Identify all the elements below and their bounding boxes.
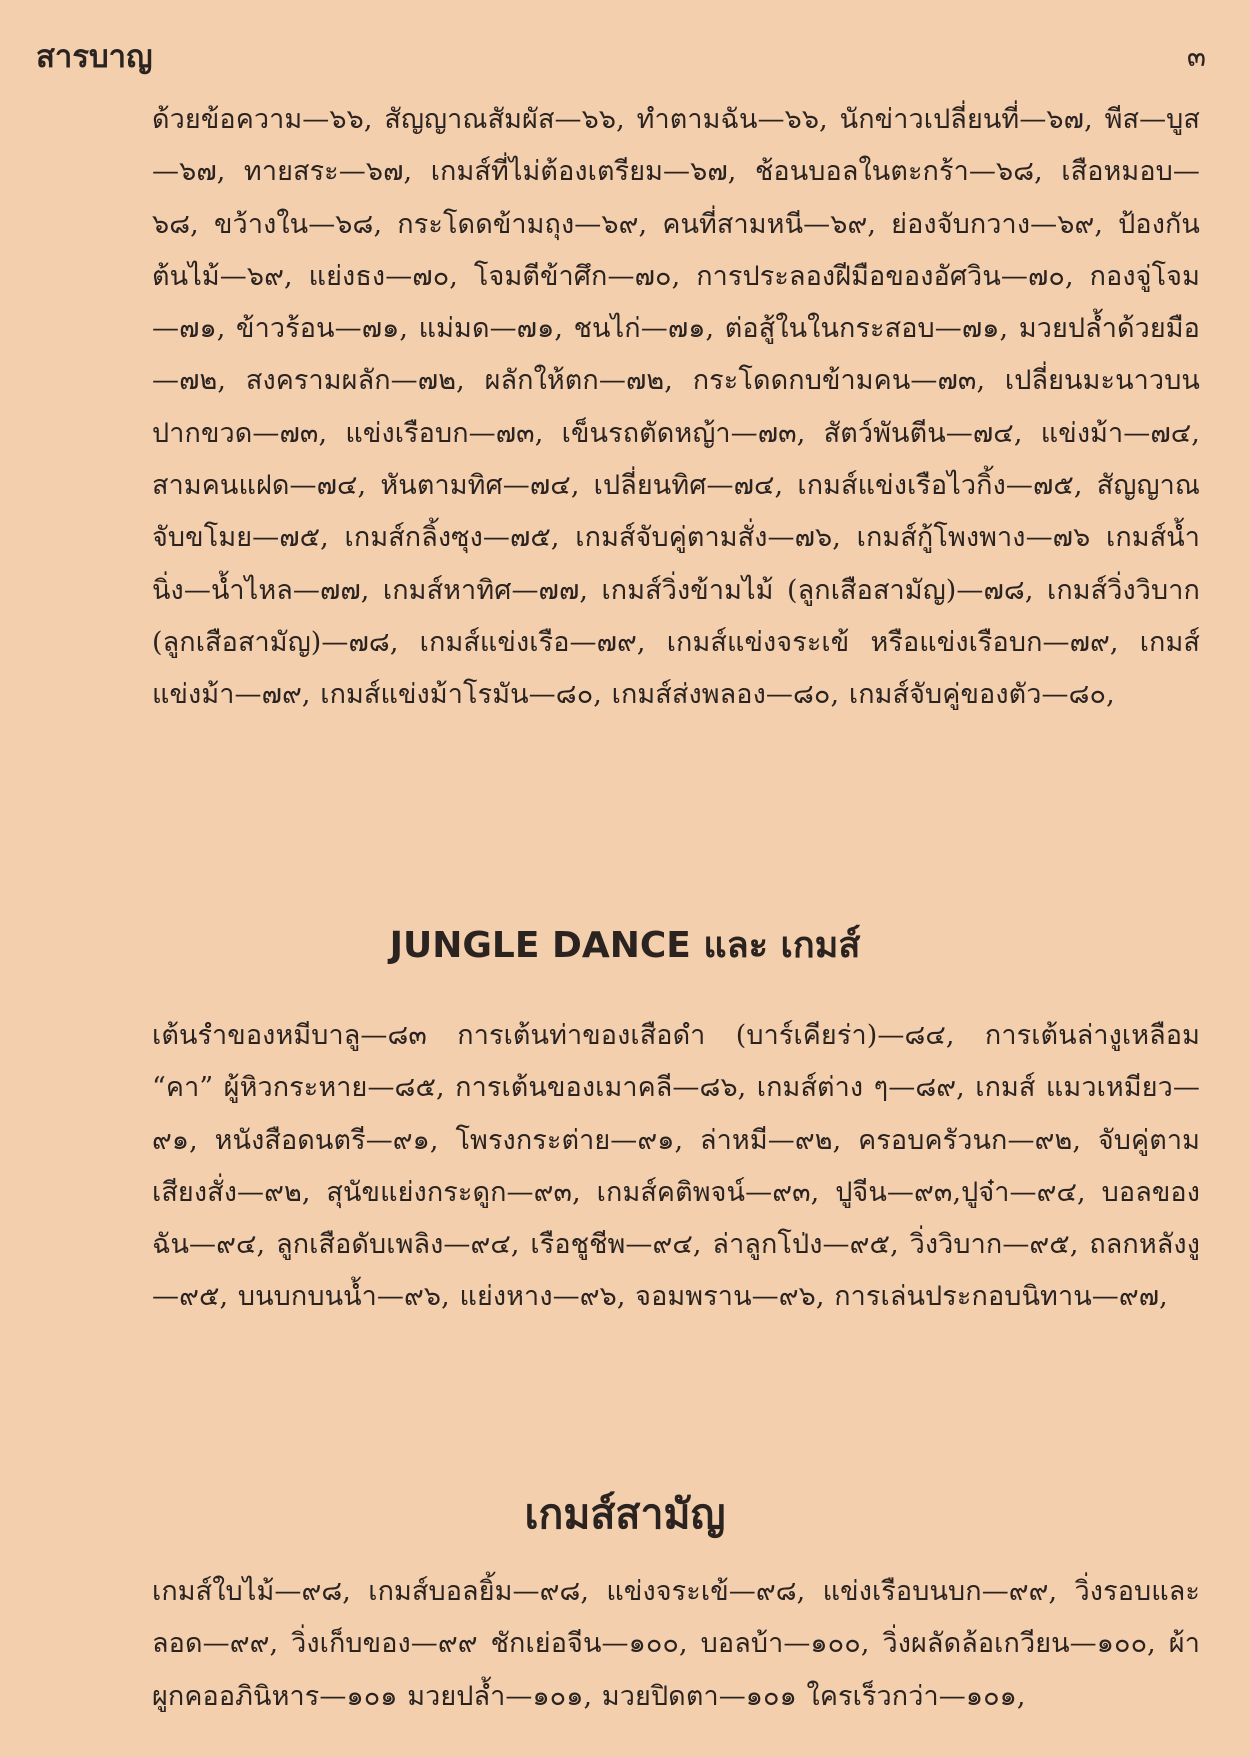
section-heading-jungle-dance: JUNGLE DANCE และ เกมส์ (389, 925, 861, 966)
contents-paragraph-1: ด้วยข้อความ—๖๖, สัญญาณสัมผัส—๖๖, ทำตามฉัน—๖๖, นักข่าวเปลี่ยนที่—๖๗, พีส—บูส—๖๗, ทายสระ—๖๗, เกมส์ที่ไม่ต้องเตรียม—๖๗, ช้อนบอลในตะกร้า—๖๘, เสือหมอบ—๖๘, ขว้างใน—๖๘, กระโดดข้ามถุง—๖๙, คนที่สามหนี—๖๙, ย่องจับกวาง—๖๙, ป้องกันต้นไม้—๖๙, แย่งธง—๗๐, โจมตีข้าศึก—๗๐, การประลองฝีมือของอัศวิน—๗๐, กองจู่โจม—๗๑, ข้าวร้อน—๗๑, แม่มด—๗๑, ชนไก่—๗๑, ต่อสู้ในในกระสอบ—๗๑, มวยปล้ำด้วยมือ—๗๒, สงครามผลัก—๗๒, ผลักให้ตก—๗๒, กระโดดกบข้ามคน—๗๓, เปลี่ยนมะนาวบนปากขวด—๗๓, แข่งเรือบก—๗๓, เข็นรถตัดหญ้า—๗๓, สัตว์พันตีน—๗๔, แข่งม้า—๗๔, สามคนแฝด—๗๔, หันตามทิศ—๗๔, เปลี่ยนทิศ—๗๔, เกมส์แข่งเรือไวกิ้ง—๗๕, สัญญาณจับขโมย—๗๕, เกมส์กลิ้งซุง—๗๕, เกมส์จับคู่ตามสั่ง—๗๖, เกมส์กู้โพงพาง—๗๖ เกมส์น้ำนิ่ง—น้ำไหล—๗๗, เกมส์หาทิศ—๗๗, เกมส์วิ่งข้ามไม้ (ลูกเสือสามัญ)—๗๘, เกมส์วิ่งวิบาก (ลูกเสือสามัญ)—๗๘, เกมส์แข่งเรือ—๗๙, เกมส์แข่งจระเข้ หรือแข่งเรือบก—๗๙, เกมส์แข่งม้า—๗๙, เกมส์แข่งม้าโรมัน—๘๐, เกมส์ส่งพลอง—๘๐, เกมส์จับคู่ของตัว—๘๐, (152, 104, 1200, 711)
page-number: ๓ (1186, 40, 1206, 73)
section-heading-general-games: เกมส์สามัญ (524, 1490, 726, 1538)
contents-paragraph-2: เต้นรำของหมีบาลู—๘๓ การเต้นท่าของเสือดำ (บาร์เคียร่า)—๘๔, การเต้นล่างูเหลือม “คา” ผู้หิวกระหาย—๘๕, การเต้นของเมาคลี—๘๖, เกมส์ต่าง ๆ—๘๙, เกมส์ แมวเหมียว—๙๑, หนังสือดนตรี—๙๑, โพรงกระต่าย—๙๑, ล่าหมี—๙๒, ครอบครัวนก—๙๒, จับคู่ตามเสียงสั่ง—๙๒, สุนัขแย่งกระดูก—๙๓, เกมส์คติพจน์—๙๓, ปูจีน—๙๓,ปูจ๋า—๙๔, บอลของฉัน—๙๔, ลูกเสือดับเพลิง—๙๔, เรือชูชีพ—๙๔, ล่าลูกโป่ง—๙๕, วิ่งวิบาก—๙๕, ถลกหลังงู—๙๕, บนบกบนน้ำ—๙๖, แย่งหาง—๙๖, จอมพราน—๙๖, การเล่นประกอบนิทาน—๙๗, (152, 1020, 1200, 1313)
header-title: สารบาญ (36, 39, 153, 75)
contents-paragraph-3: เกมส์ใบไม้—๙๘, เกมส์บอลยิ้ม—๙๘, แข่งจระเข้—๙๘, แข่งเรือบนบก—๙๙, วิ่งรอบและลอด—๙๙, วิ่งเก็บของ—๙๙ ชักเย่อจีน—๑๐๐, บอลบ้า—๑๐๐, วิ่งผลัดล้อเกวียน—๑๐๐, ผ้าผูกคออภินิหาร—๑๐๑ มวยปล้ำ—๑๐๑, มวยปิดตา—๑๐๑ ใครเร็วกว่า—๑๐๑, (152, 1576, 1200, 1712)
running-header (36, 32, 1206, 82)
